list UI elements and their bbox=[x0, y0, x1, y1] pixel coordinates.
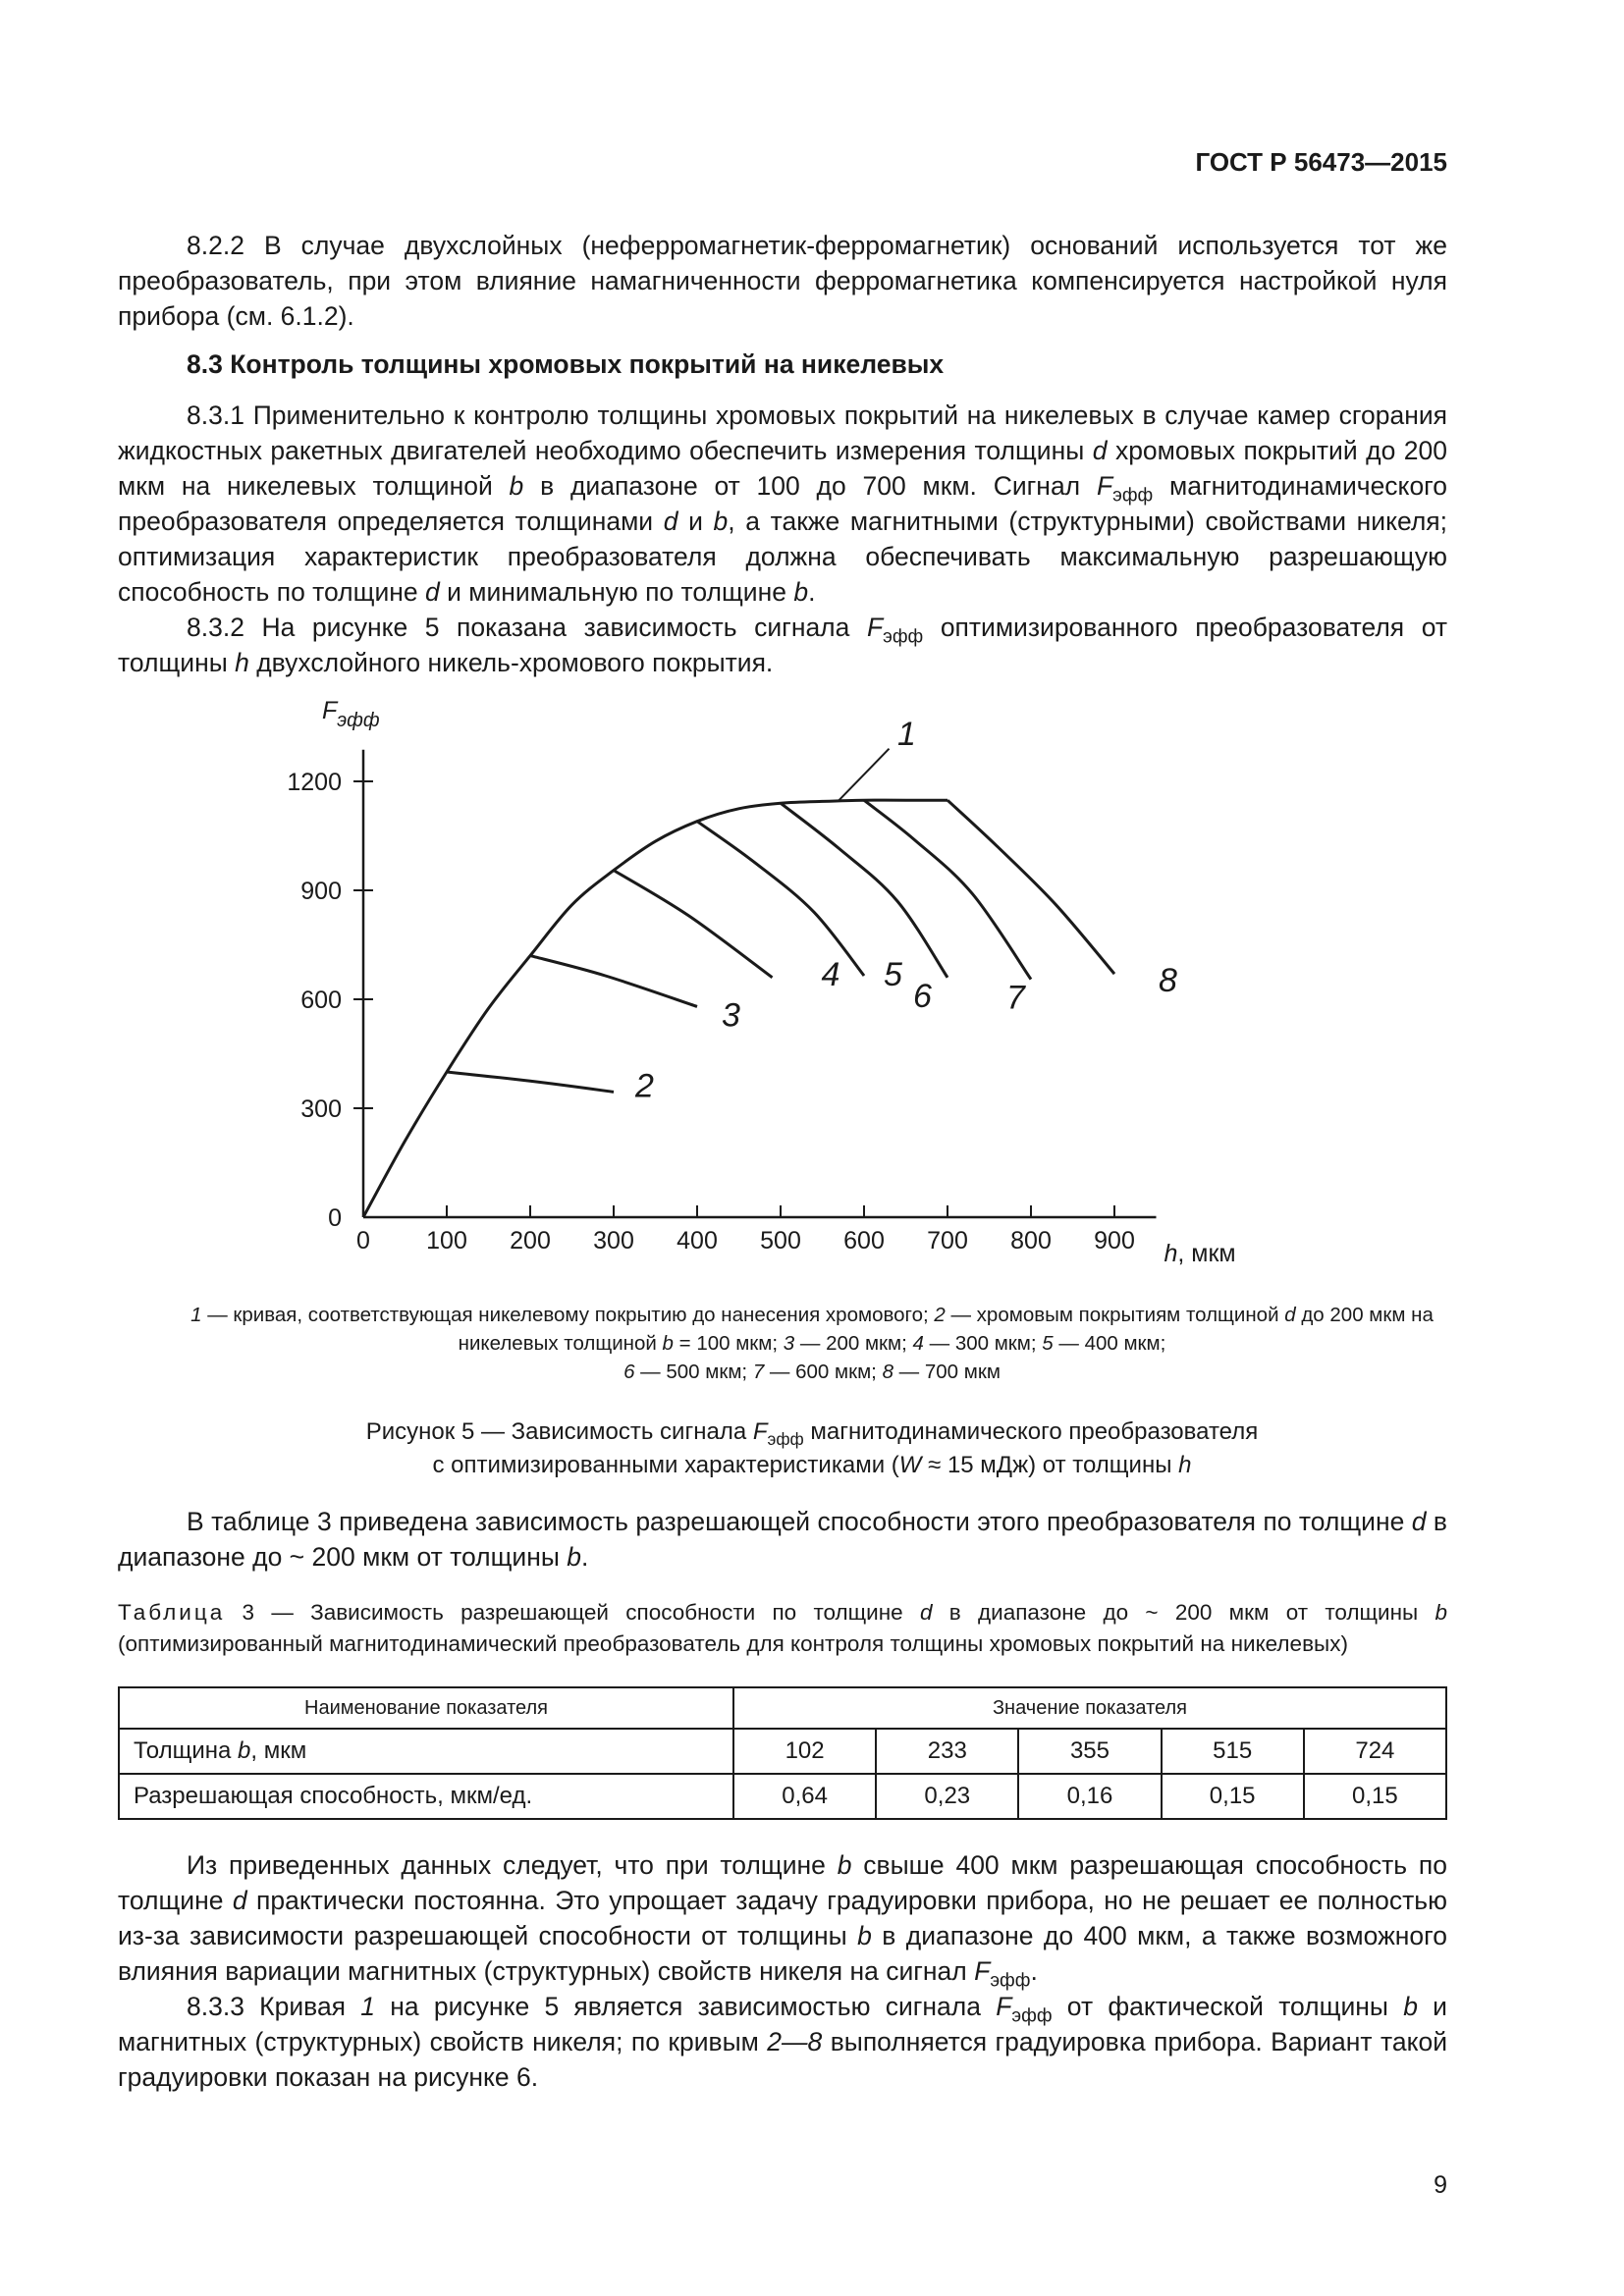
row-label-resolution: Разрешающая способность, мкм/ед. bbox=[119, 1774, 733, 1819]
table-cell: 0,15 bbox=[1304, 1774, 1446, 1819]
var-d: d bbox=[663, 507, 678, 536]
table-cell: 233 bbox=[876, 1729, 1018, 1774]
var-d: d bbox=[919, 1600, 933, 1625]
curve-label-1: 1 bbox=[897, 716, 916, 753]
paragraph-table-intro bbox=[118, 1504, 1447, 1575]
curve-6 bbox=[781, 803, 947, 978]
figure-caption bbox=[177, 1415, 1447, 1482]
var-b: b bbox=[1435, 1600, 1447, 1625]
curve-3 bbox=[530, 956, 697, 1007]
x-tick-label: 600 bbox=[843, 1227, 885, 1255]
text-run: и bbox=[677, 507, 714, 536]
text-run: 8.3.1 Применительно к контролю толщины хромовых покрытий на никелевых в случае камер сгорания жидкостных ракетных двигателей необходимо обеспечить измерения толщины bbox=[118, 400, 1447, 465]
y-tick-label: 300 bbox=[300, 1095, 342, 1123]
var-f-subscript: эфф bbox=[1112, 485, 1154, 507]
curve-label-5: 5 bbox=[884, 955, 902, 993]
cell-text: Толщина bbox=[134, 1737, 239, 1764]
text-run: свыше 400 мкм разрешающая способность по толщине bbox=[118, 1850, 1447, 1915]
caption-text: Рисунок 5 — Зависимость сигнала bbox=[365, 1418, 753, 1445]
text-run: оптимизированного преобразователя от толщины bbox=[118, 613, 1447, 677]
curve-label-4: 4 bbox=[821, 955, 840, 993]
var-b: b bbox=[567, 1542, 582, 1572]
paragraph-8-3-1 bbox=[118, 398, 1447, 680]
var-f-subscript: эфф bbox=[883, 626, 924, 648]
x-tick-label: 700 bbox=[927, 1227, 968, 1255]
y-axis-title bbox=[322, 697, 380, 731]
var-b: b bbox=[857, 1921, 872, 1950]
var-h: h bbox=[235, 648, 249, 677]
var-b: b bbox=[713, 507, 729, 536]
text-run: , а также магнитными (структурными) свойствами никеля; оптимизация характеристик преобразователя должна обеспечивать максимальную разрешающую способность по толщине bbox=[118, 507, 1447, 607]
figure-legend bbox=[177, 1301, 1447, 1386]
document-code: ГОСТ Р 56473—2015 bbox=[1195, 147, 1447, 177]
text-run: и минимальную по толщине bbox=[439, 577, 794, 607]
var-f: F bbox=[866, 613, 884, 642]
var-d: d bbox=[1092, 436, 1108, 465]
table-title-text: в диапазоне до ~ 200 мкм от толщины bbox=[932, 1600, 1435, 1625]
curve-2 bbox=[447, 1072, 614, 1092]
legend-num: 6 bbox=[623, 1361, 635, 1383]
section-heading-8-3: 8.3 Контроль толщины хромовых покрытий на никелевых bbox=[187, 349, 945, 379]
text-run: магнитодинамического преобразователя определяется толщинами bbox=[118, 471, 1448, 536]
y-axis-title-main: F bbox=[322, 697, 338, 724]
var-f: F bbox=[996, 1992, 1012, 2021]
var-b: b bbox=[837, 1850, 852, 1880]
legend-text: до 200 мкм на никелевых толщиной bbox=[458, 1304, 1434, 1355]
y-tick-label: 1200 bbox=[287, 769, 342, 796]
x-axis-title bbox=[1164, 1240, 1236, 1267]
var-f: F bbox=[752, 1418, 768, 1445]
curve-label-6: 6 bbox=[913, 977, 932, 1015]
row-label-thickness bbox=[119, 1729, 733, 1774]
page-number: 9 bbox=[1434, 2171, 1447, 2199]
legend-text: — хромовым покрытиям толщиной bbox=[945, 1304, 1285, 1326]
paragraph-8-3-2 bbox=[118, 610, 1447, 680]
table-cell: 0,16 bbox=[1018, 1774, 1161, 1819]
legend-text: — 600 мкм; bbox=[764, 1361, 883, 1383]
x-tick-label: 0 bbox=[356, 1227, 370, 1255]
paragraph-text bbox=[118, 1504, 1447, 1575]
curve-7 bbox=[864, 800, 1031, 979]
text-run: в диапазоне до ~ 200 мкм от толщины bbox=[118, 1507, 1447, 1572]
table-cell: 0,64 bbox=[733, 1774, 876, 1819]
text-run: 8.3.3 Кривая bbox=[187, 1992, 361, 2021]
text-run: в диапазоне от 100 до 700 мкм. Сигнал bbox=[523, 471, 1097, 501]
legend-num: 1 bbox=[190, 1304, 202, 1326]
text-run: . bbox=[1030, 1956, 1038, 1986]
legend-num: 2 bbox=[934, 1304, 946, 1326]
table-cell: 724 bbox=[1304, 1729, 1446, 1774]
paragraph-8-2-2 bbox=[118, 228, 1447, 334]
curve-ref: 1 bbox=[360, 1992, 376, 2021]
table-cell: 0,23 bbox=[876, 1774, 1018, 1819]
paragraph-after-table bbox=[118, 1847, 1447, 2095]
legend-num: 3 bbox=[783, 1332, 795, 1355]
var-f: F bbox=[1096, 471, 1113, 501]
curve-8 bbox=[947, 800, 1114, 974]
x-axis-title-unit: , мкм bbox=[1177, 1240, 1236, 1267]
text-run: Из приведенных данных следует, что при толщине bbox=[187, 1850, 838, 1880]
table-title-text: (оптимизированный магнитодинамический преобразователь для контроля толщины хромовых покрытий на никелевых) bbox=[118, 1631, 1348, 1656]
y-axis-title-sub: эфф bbox=[337, 710, 380, 731]
legend-text: — 700 мкм bbox=[893, 1361, 1001, 1383]
table-cell: 355 bbox=[1018, 1729, 1161, 1774]
paragraph-text: 8.2.2 В случае двухслойных (неферромагнетик-ферромагнетик) оснований используется тот же преобразователь, при этом влияние намагниченности ферромагнетика компенсируется настройкой нуля прибора (см. 6.1.2). bbox=[118, 231, 1447, 331]
text-run: на рисунке 5 является зависимостью сигнала bbox=[375, 1992, 997, 2021]
var-f: F bbox=[974, 1956, 991, 1986]
legend-num: 7 bbox=[752, 1361, 765, 1383]
var-b: b bbox=[1403, 1992, 1418, 2021]
curve-label-2: 2 bbox=[635, 1067, 654, 1105]
legend-text: — 200 мкм; bbox=[794, 1332, 913, 1355]
text-run: практически постоянна. Это упрощает задачу градуировки прибора, но не решает ее полностью из-за зависимости разрешающей способности от толщины bbox=[118, 1886, 1447, 1950]
figure-5-chart bbox=[236, 687, 1316, 1286]
table-header-row bbox=[119, 1687, 1446, 1729]
text-run: и магнитных (структурных) свойств никеля; по кривым bbox=[118, 1992, 1447, 2056]
var-b: b bbox=[662, 1332, 674, 1355]
text-run: . bbox=[581, 1542, 589, 1572]
curve-ref: 2—8 bbox=[767, 2027, 823, 2056]
y-tick-label: 900 bbox=[300, 878, 342, 905]
curve-label-3: 3 bbox=[722, 996, 740, 1035]
legend-text: = 100 мкм; bbox=[673, 1332, 784, 1355]
x-tick-label: 100 bbox=[426, 1227, 467, 1255]
legend-num: 8 bbox=[882, 1361, 893, 1383]
curve-label-7: 7 bbox=[1006, 979, 1025, 1017]
var-d: d bbox=[1411, 1507, 1427, 1536]
data-table bbox=[118, 1686, 1447, 1820]
var-d: d bbox=[1284, 1304, 1296, 1326]
var-f-subscript: эфф bbox=[1011, 2005, 1053, 2027]
var-d: d bbox=[424, 577, 440, 607]
x-tick-label: 400 bbox=[677, 1227, 718, 1255]
text-run: . bbox=[808, 577, 816, 607]
legend-text: — 500 мкм; bbox=[634, 1361, 753, 1383]
header-cell-value: Значение показателя bbox=[733, 1687, 1446, 1729]
x-tick-label: 300 bbox=[593, 1227, 634, 1255]
var-w: W bbox=[898, 1452, 922, 1478]
text-run: двухслойного никель-хромового покрытия. bbox=[248, 648, 774, 677]
table-title bbox=[118, 1597, 1447, 1660]
table-row bbox=[119, 1729, 1446, 1774]
var-b: b bbox=[238, 1737, 251, 1764]
table-cell: 102 bbox=[733, 1729, 876, 1774]
paragraph-text bbox=[118, 1847, 1447, 1992]
header-cell-name: Наименование показателя bbox=[119, 1687, 733, 1729]
x-tick-label: 200 bbox=[510, 1227, 551, 1255]
text-run: хромовых покрытий до 200 мкм на никелевых толщиной bbox=[118, 436, 1447, 501]
text-run: В таблице 3 приведена зависимость разрешающей способности этого преобразователя по толщине bbox=[187, 1507, 1412, 1536]
table-label: Таблица bbox=[118, 1600, 226, 1625]
x-tick-label: 500 bbox=[760, 1227, 801, 1255]
legend-num: 5 bbox=[1042, 1332, 1054, 1355]
var-d: d bbox=[232, 1886, 247, 1915]
text-run: выполняется градуировка прибора. Вариант такой градуировки показан на рисунке 6. bbox=[118, 2027, 1447, 2092]
legend-text: — 300 мкм; bbox=[923, 1332, 1043, 1355]
var-b: b bbox=[793, 577, 809, 607]
var-f-subscript: эфф bbox=[767, 1429, 804, 1450]
caption-text: магнитодинамического преобразователя bbox=[803, 1418, 1259, 1445]
var-f-subscript: эфф bbox=[990, 1970, 1031, 1992]
table-cell: 0,15 bbox=[1162, 1774, 1304, 1819]
paragraph-text bbox=[118, 398, 1447, 610]
table-cell: 515 bbox=[1162, 1729, 1304, 1774]
curve-1 bbox=[363, 800, 947, 1217]
y-tick-label: 0 bbox=[328, 1204, 342, 1232]
curve-4 bbox=[614, 871, 773, 978]
text-run: 8.3.2 На рисунке 5 показана зависимость сигнала bbox=[187, 613, 867, 642]
x-tick-label: 800 bbox=[1010, 1227, 1052, 1255]
cell-text: , мкм bbox=[250, 1737, 307, 1764]
table-title-text: 3 — Зависимость разрешающей способности по толщине bbox=[225, 1600, 920, 1625]
caption-text: ≈ 15 мДж) от толщины bbox=[921, 1452, 1179, 1478]
legend-text: — кривая, соответствующая никелевому покрытию до нанесения хромового; bbox=[201, 1304, 935, 1326]
y-tick-label: 600 bbox=[300, 987, 342, 1014]
table-row bbox=[119, 1774, 1446, 1819]
var-h: h bbox=[1178, 1452, 1192, 1478]
curve-1-leader bbox=[839, 749, 890, 801]
text-run: в диапазоне до 400 мкм, а также возможного влияния вариации магнитных (структурных) свойств никеля на сигнал bbox=[118, 1921, 1447, 1986]
legend-text: — 400 мкм; bbox=[1053, 1332, 1166, 1355]
paragraph-8-3-3 bbox=[118, 1989, 1447, 2095]
x-tick-label: 900 bbox=[1094, 1227, 1135, 1255]
curve-label-8: 8 bbox=[1159, 962, 1177, 1000]
curve-5 bbox=[697, 822, 864, 976]
text-run: от фактической толщины bbox=[1052, 1992, 1404, 2021]
caption-text: с оптимизированными характеристиками ( bbox=[432, 1452, 899, 1478]
chart-svg bbox=[236, 687, 1316, 1286]
legend-num: 4 bbox=[912, 1332, 924, 1355]
var-b: b bbox=[509, 471, 524, 501]
x-axis-title-var: h bbox=[1164, 1240, 1178, 1267]
